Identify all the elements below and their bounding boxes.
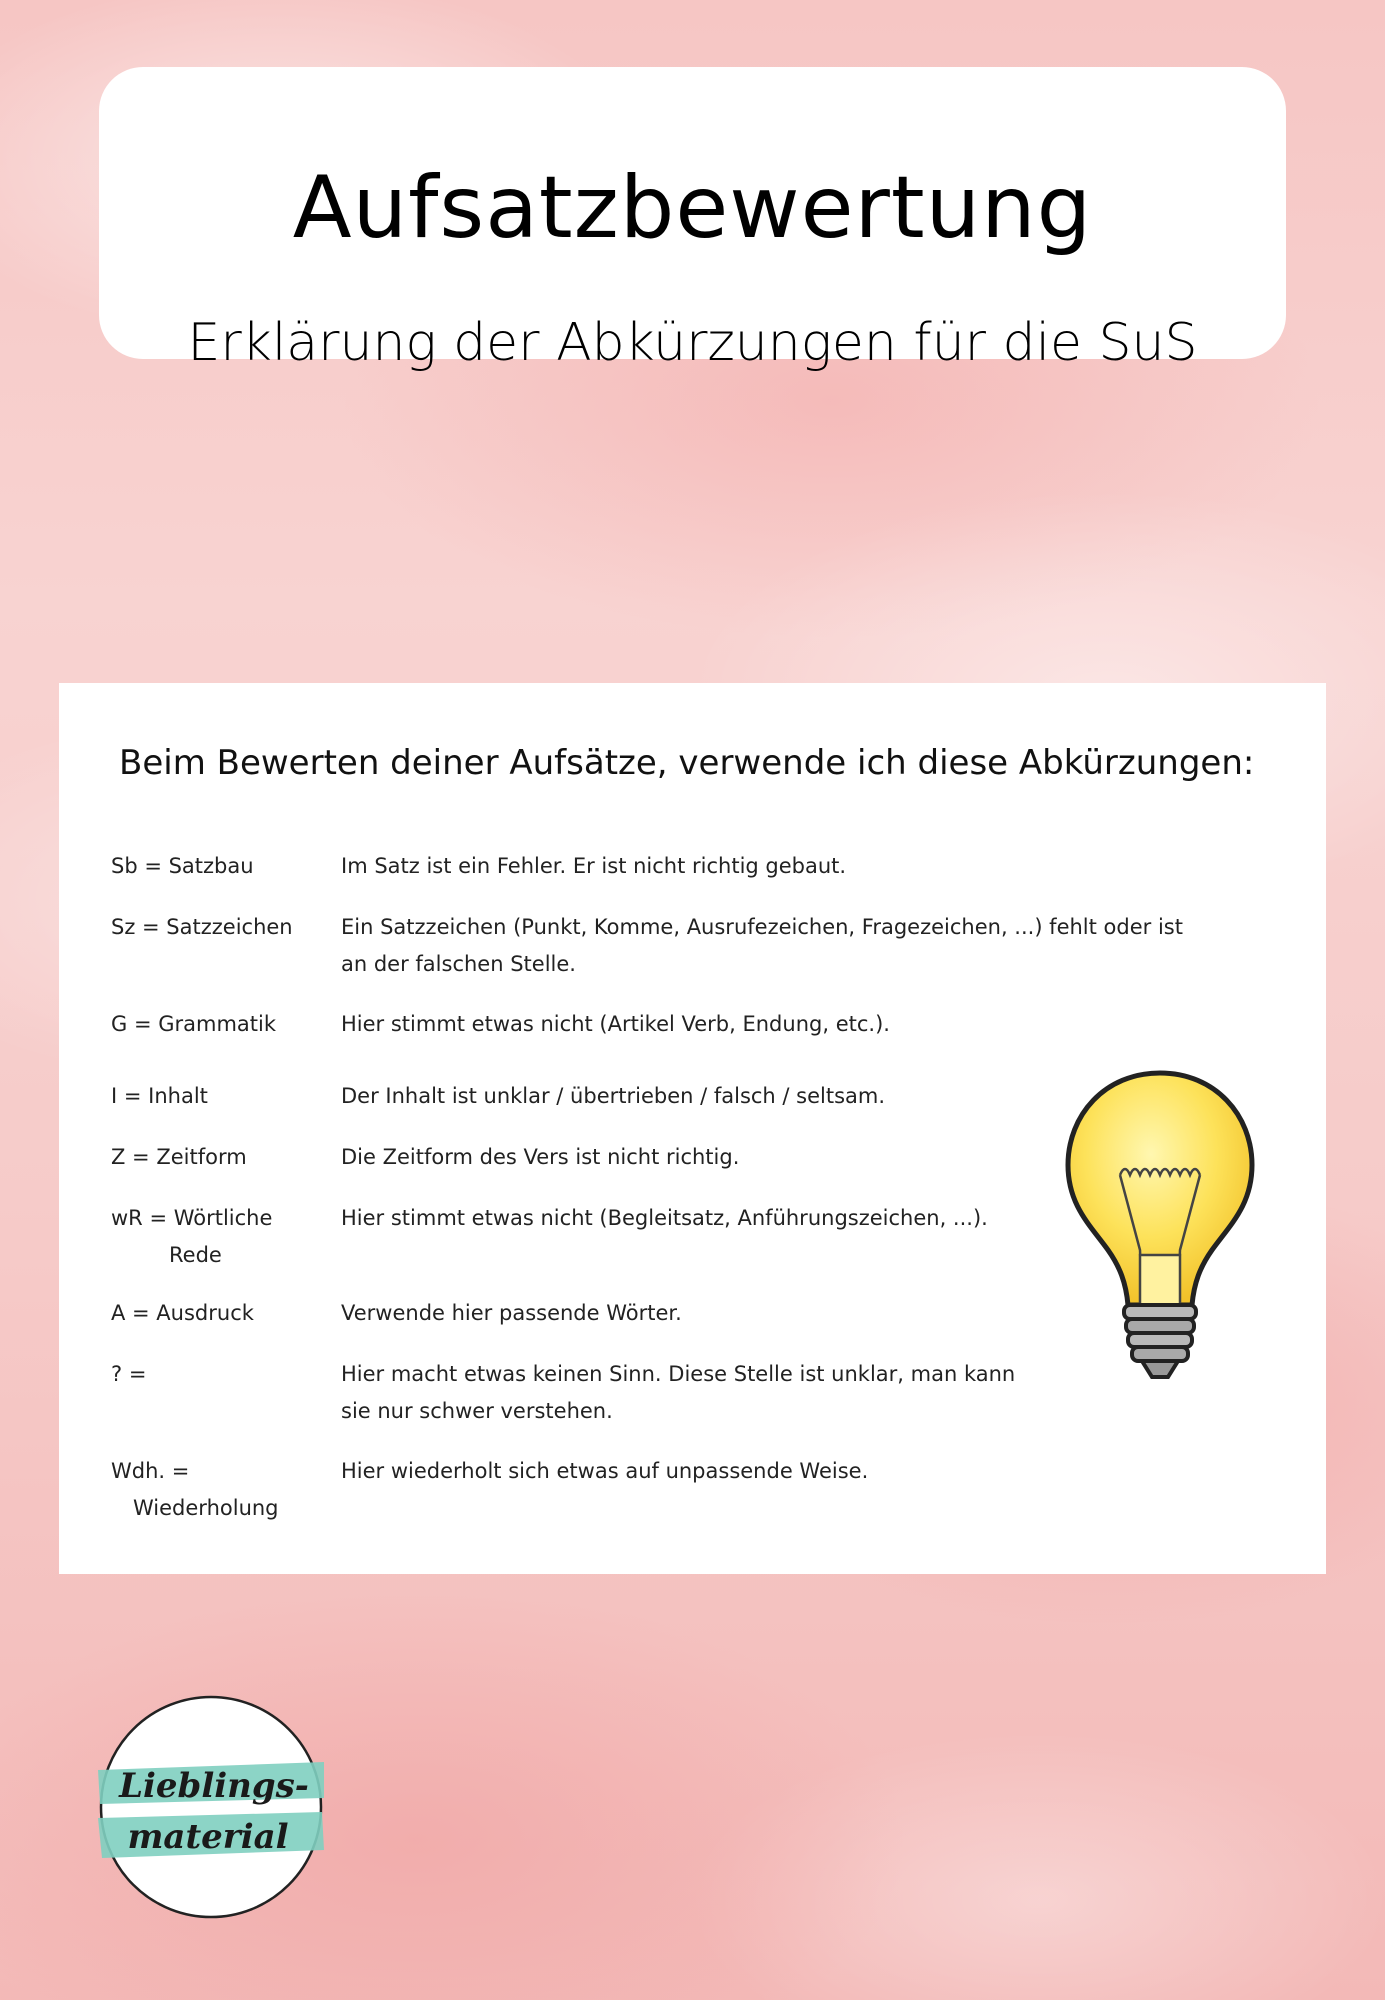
svg-text:Lieblings-: Lieblings- [119,1766,309,1806]
entry-description: Der Inhalt ist unklar / übertrieben / falsch / seltsam. [341,1084,886,1108]
page-title: Aufsatzbewertung [292,158,1093,258]
entry-term: Sz = Satzzeichen [111,915,293,939]
entry-description: Im Satz ist ein Fehler. Er ist nicht richtig gebaut. [341,854,847,878]
entry-description: Hier wiederholt sich etwas auf unpassende Weise. [341,1459,869,1483]
sheet-heading: Beim Bewerten deiner Aufsätze, verwende ich diese Abkürzungen: [119,743,1255,783]
header-card [99,67,1286,373]
entry-term: G = Grammatik [111,1012,277,1036]
page-subtitle: Erklärung der Abkürzungen für die SuS [187,313,1198,373]
entry-description: Hier stimmt etwas nicht (Artikel Verb, Endung, etc.). [341,1012,890,1036]
entry-description: Hier stimmt etwas nicht (Begleitsatz, Anführungszeichen, ...). [341,1206,988,1230]
entry-description: Die Zeitform des Vers ist nicht richtig. [341,1145,740,1169]
entry-description: Hier macht etwas keinen Sinn. Diese Stelle ist unklar, man kann sie nur schwer verstehen. [341,1362,1016,1423]
entry-term: wR = Wörtliche Rede [111,1206,273,1267]
entry-description: Ein Satzzeichen (Punkt, Komme, Ausrufezeichen, Fragezeichen, ...) fehlt oder ist an der falschen Stelle. [341,915,1183,976]
entry-term: Wdh. = Wiederholung [111,1459,279,1520]
lieblingsmaterial-logo [96,1692,326,1922]
svg-text:material: material [127,1817,289,1857]
entry-term: Sb = Satzbau [111,854,254,878]
entry-term: Z = Zeitform [111,1145,247,1169]
lightbulb-icon [1060,1065,1260,1395]
entry-term: I = Inhalt [111,1084,208,1108]
entry-term: A = Ausdruck [111,1301,254,1325]
entry-description: Verwende hier passende Wörter. [341,1301,682,1325]
entry-term: ? = [111,1362,147,1386]
